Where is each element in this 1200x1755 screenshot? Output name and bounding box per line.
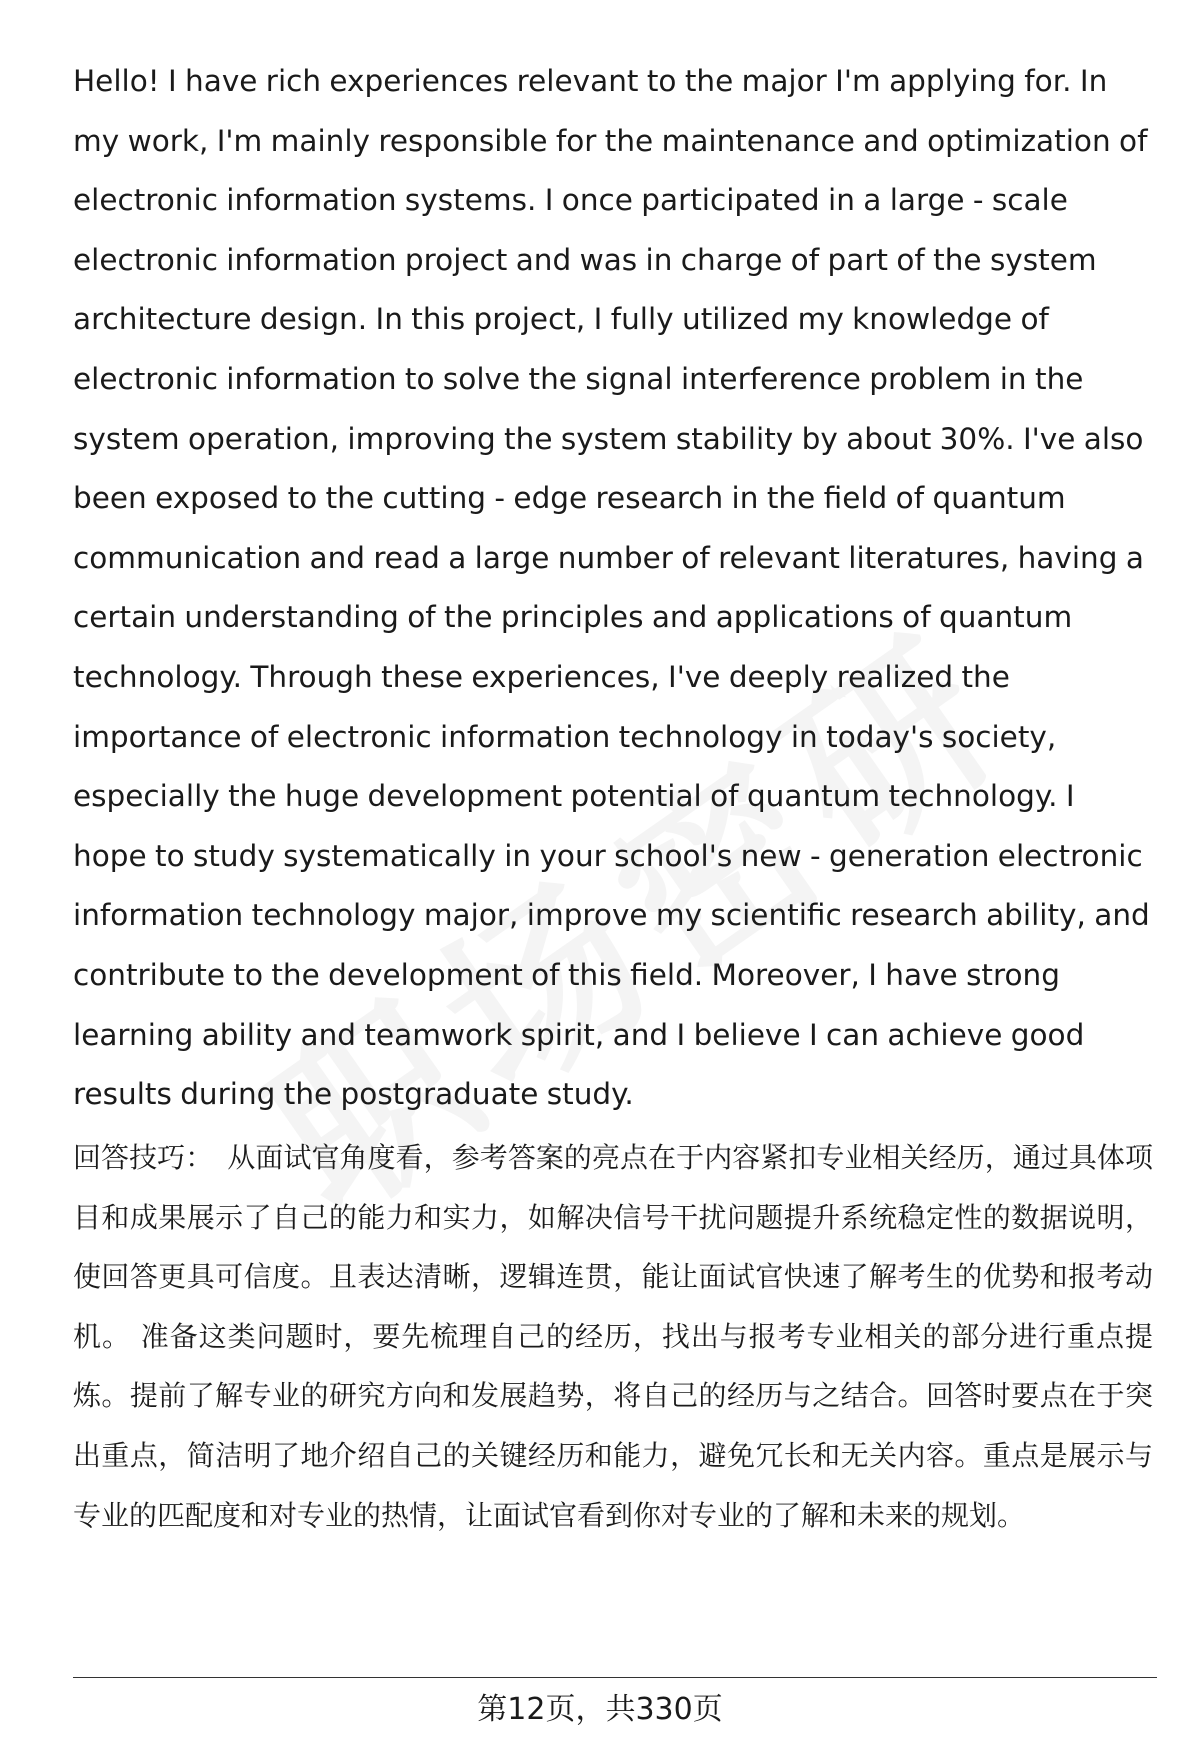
answer-paragraph: Hello! I have rich experiences relevant to the major I'm applying for. In my work, I'm mainly responsible for the maintenance and optimization of electronic information systems. I once participated in a large - scale electronic information project and was in charge of part of the system architecture design. In this project, I fully utilized my knowledge of electronic information to solve the signal interference problem in the system operation, improving the system stability by about 30%. I've also been exposed to the cutting - edge research in the field of quantum communication and read a large number of relevant literatures, having a certain understanding of the principles and applications of quantum technology. Through these experiences, I've deeply realized the importance of electronic information technology in today's society, especially the huge development potential of quantum technology. I hope to study systematically in your school's new - generation electronic information technology major, improve my scientific research ability, and contribute to the development of this field. Moreover, I have strong learning ability and teamwork spirit, and I believe I can achieve good results during the postgraduate study. — [73, 64, 1150, 1112]
answer-tips-paragraph — [73, 1128, 1153, 1545]
page-number: 第12页，共330页 — [477, 1692, 723, 1727]
tips-label: 回答技巧： — [73, 1141, 214, 1174]
tips-text: 从面试官角度看，参考答案的亮点在于内容紧扣专业相关经历，通过具体项目和成果展示了自己的能力和实力，如解决信号干扰问题提升系统稳定性的数据说明，使回答更具可信度。且表达清晰，逻辑连贯，能让面试官快速了解考生的优势和报考动机。 准备这类问题时，要先梳理自己的经历，找出与报考专业相关的部分进行重点提炼。提前了解专业的研究方向和发展趋势，将自己的经历与之结合。回答时要点在于突出重点，简洁明了地介绍自己的关键经历和能力，避免冗长和无关内容。重点是展示与专业的匹配度和对专业的热情，让面试官看到你对专业的了解和未来的规划。 — [73, 1141, 1153, 1532]
footer-divider — [73, 1677, 1157, 1678]
